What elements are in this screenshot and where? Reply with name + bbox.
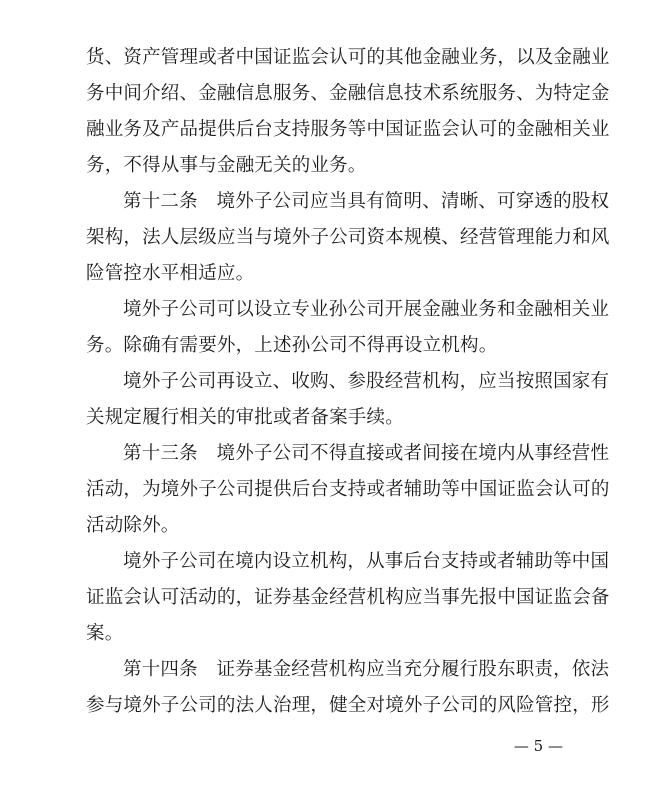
- text-line: 关规定履行相关的审批或者备案手续。: [86, 407, 404, 428]
- article-14-heading-line: 第十四条 证券基金经营机构应当充分履行股东职责，依法: [123, 659, 610, 680]
- text-line: 务。除确有需要外，上述孙公司不得再设立机构。: [86, 335, 498, 356]
- article-13-heading-line: 第十三条 境外子公司不得直接或者间接在境内从事经营性: [123, 443, 610, 464]
- text-line: 活动，为境外子公司提供后台支持或者辅助等中国证监会认可的: [86, 479, 610, 500]
- text-line: 架构，法人层级应当与境外子公司资本规模、经营管理能力和风: [86, 227, 610, 248]
- text-line: 证监会认可活动的，证券基金经营机构应当事先报中国证监会备: [86, 587, 610, 608]
- document-body: [86, 40, 610, 724]
- paragraph-start-line: 境外子公司可以设立专业孙公司开展金融业务和金融相关业: [123, 299, 610, 320]
- text-line: 参与境外子公司的法人治理，健全对境外子公司的风险管控，形: [86, 695, 610, 716]
- article-12-heading-line: 第十二条 境外子公司应当具有简明、清晰、可穿透的股权: [123, 191, 610, 212]
- paragraph-start-line: 境外子公司在境内设立机构，从事后台支持或者辅助等中国: [123, 551, 610, 572]
- text-line: 务，不得从事与金融无关的业务。: [86, 155, 367, 176]
- text-line: 险管控水平相适应。: [86, 263, 255, 284]
- text-line: 融业务及产品提供后台支持服务等中国证监会认可的金融相关业: [86, 119, 610, 140]
- text-line: 活动除外。: [86, 515, 180, 536]
- text-line: 案。: [86, 623, 124, 644]
- text-line: 务中间介绍、金融信息服务、金融信息技术系统服务、为特定金: [86, 83, 610, 104]
- paragraph-start-line: 境外子公司再设立、收购、参股经营机构，应当按照国家有: [123, 371, 610, 392]
- text-line: 货、资产管理或者中国证监会认可的其他金融业务，以及金融业: [86, 47, 610, 68]
- page-number: — 5 —: [513, 737, 563, 755]
